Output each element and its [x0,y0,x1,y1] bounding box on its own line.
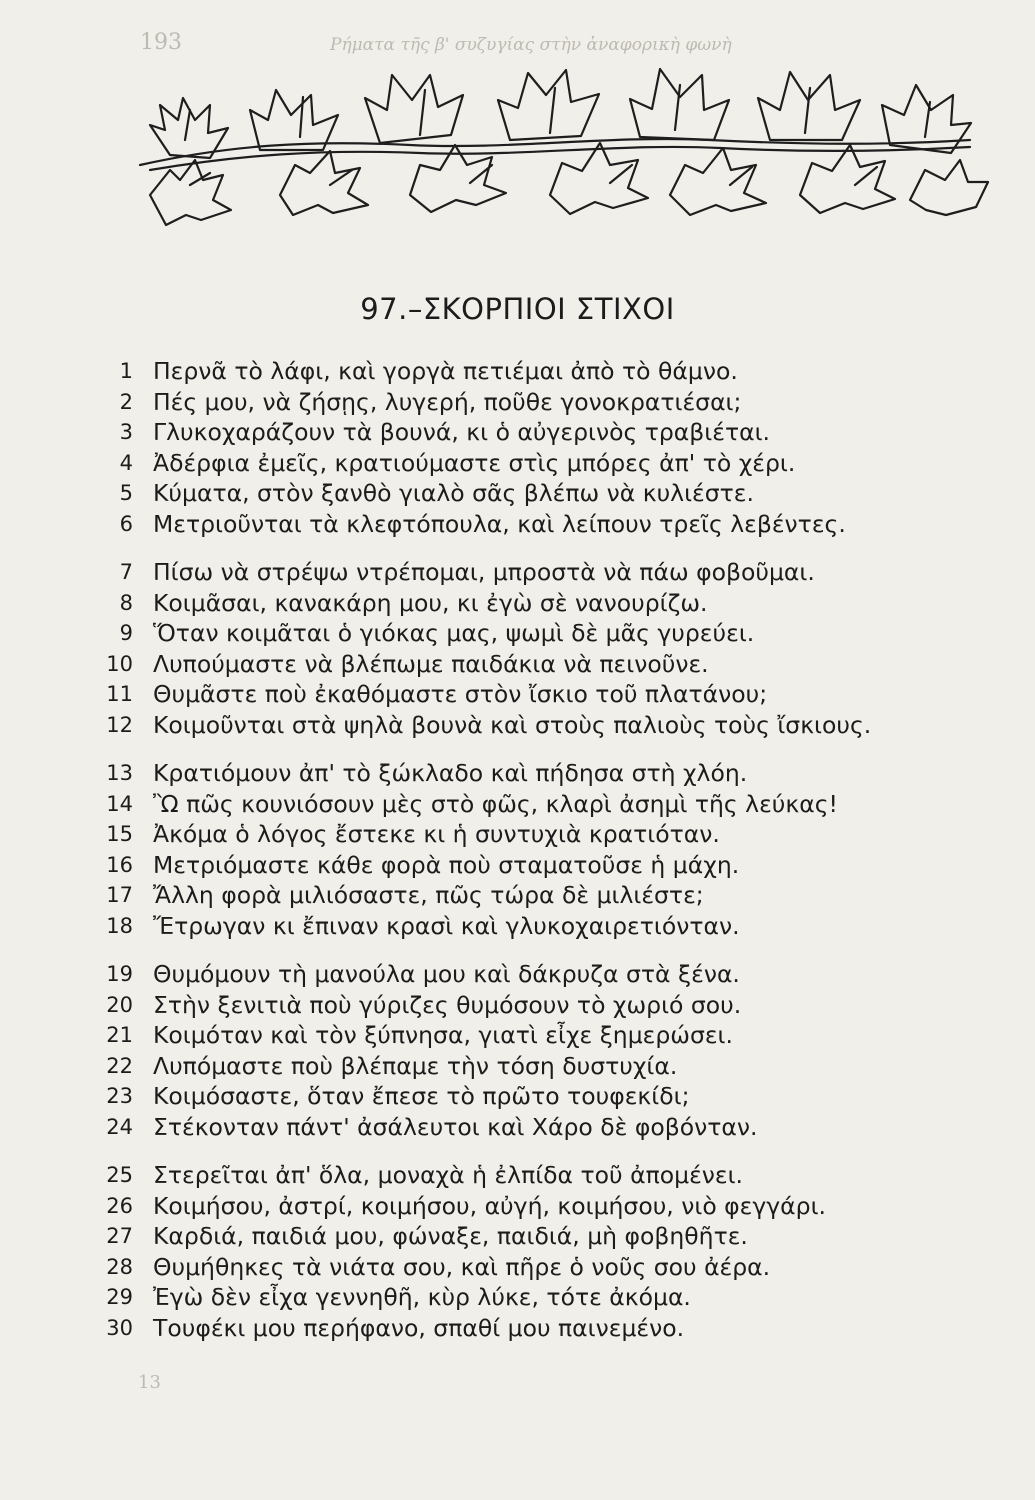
verse-line [95,990,995,1021]
verse-text: Κοιμᾶσαι, κανακάρη μου, κι ἐγὼ σὲ νανουρίζω. [153,588,708,617]
verse-text: Κύματα, στὸν ξανθὸ γιαλὸ σᾶς βλέπω νὰ κυλιέστε. [153,479,754,508]
verse-group [95,1160,995,1343]
verse-text: Ἀκόμα ὁ λόγος ἔστεκε κι ἡ συντυχιὰ κρατιόταν. [153,820,720,849]
verse-line [95,789,995,820]
line-number: 16 [106,852,133,877]
verse-group [95,557,995,740]
line-number: 21 [106,1023,133,1048]
line-number: 13 [106,761,133,786]
line-number: 1 [119,359,133,384]
verse-line [95,509,995,540]
line-number: 28 [106,1254,133,1279]
verse-line [95,850,995,881]
verse-line [95,1051,995,1082]
verse-line [95,758,995,789]
line-number: 11 [106,682,133,707]
verse-text: Κοιμόταν καὶ τὸν ξύπνησα, γιατὶ εἶχε ξημερώσει. [153,1021,733,1050]
verse-text: Γλυκοχαράζουν τὰ βουνά, κι ὁ αὐγερινὸς τραβιέται. [153,418,771,447]
verse-line [95,959,995,990]
verse-line [95,710,995,741]
line-number: 30 [106,1315,133,1340]
verse-text: Λυπόμαστε ποὺ βλέπαμε τὴν τόση δυστυχία. [153,1051,678,1080]
verse-text: Μετριόμαστε κάθε φορὰ ποὺ σταματοῦσε ἡ μάχη. [153,850,740,879]
verse-text: Κοιμόσαστε, ὅταν ἔπεσε τὸ πρῶτο τουφεκίδι; [153,1082,690,1111]
bleed-through-page-number: 193 [140,30,182,55]
line-number: 7 [119,560,133,585]
verse-text: Πίσω νὰ στρέψω ντρέπομαι, μπροστὰ νὰ πάω φοβοῦμαι. [153,558,815,587]
verse-line [95,1282,995,1313]
verse-text: Ἄλλη φορὰ μιλιόσαστε, πῶς τώρα δὲ μιλιέστε; [153,881,704,910]
poem-title: 97.–ΣΚΟΡΠΙΟΙ ΣΤΙΧΟΙ [360,292,675,326]
verse-line [95,1221,995,1252]
verse-text: Περνᾶ τὸ λάφι, καὶ γοργὰ πετιέμαι ἀπὸ τὸ θάμνο. [153,357,738,386]
verse-text: Λυπούμαστε νὰ βλέπωμε παιδάκια νὰ πεινοῦνε. [153,649,709,678]
verse-text: Πές μου, νὰ ζήσῃς, λυγερή, ποῦθε γονοκρατιέσαι; [153,387,742,416]
line-number: 22 [106,1053,133,1078]
verse-line [95,649,995,680]
line-number: 8 [119,590,133,615]
verse-line [95,557,995,588]
verse-line [95,1191,995,1222]
verse-line [95,588,995,619]
verse-line [95,417,995,448]
verse-text: Ἐγὼ δὲν εἶχα γεννηθῆ, κὺρ λύκε, τότε ἀκόμα. [153,1283,691,1312]
verse-list [95,356,995,1361]
verse-text: Ὢ πῶς κουνιόσουν μὲς στὸ φῶς, κλαρὶ ἀσημὶ τῆς λεύκας! [153,789,838,818]
bleed-through-footer-number: 13 [138,1372,161,1393]
verse-line [95,1112,995,1143]
verse-line [95,819,995,850]
line-number: 18 [106,913,133,938]
verse-text: Κοιμοῦνται στὰ ψηλὰ βουνὰ καὶ στοὺς παλιοὺς τοὺς ἴσκιους. [153,710,872,739]
line-number: 6 [119,511,133,536]
verse-text: Ἀδέρφια ἐμεῖς, κρατιούμαστε στὶς μπόρες ἀπ' τὸ χέρι. [153,448,796,477]
verse-text: Καρδιά, παιδιά μου, φώναξε, παιδιά, μὴ φοβηθῆτε. [153,1222,748,1251]
verse-line [95,679,995,710]
line-number: 3 [119,420,133,445]
verse-line [95,618,995,649]
verse-text: Στερεῖται ἀπ' ὅλα, μοναχὰ ἡ ἐλπίδα τοῦ ἀπομένει. [153,1161,744,1190]
verse-line [95,478,995,509]
line-number: 4 [119,450,133,475]
line-number: 5 [119,481,133,506]
verse-group [95,959,995,1142]
verse-line [95,1313,995,1344]
verse-group [95,356,995,539]
line-number: 15 [106,822,133,847]
line-number: 2 [119,389,133,414]
line-number: 23 [106,1084,133,1109]
line-number: 26 [106,1193,133,1218]
line-number: 20 [106,992,133,1017]
line-number: 25 [106,1163,133,1188]
verse-group [95,758,995,941]
line-number: 14 [106,791,133,816]
verse-line [95,387,995,418]
verse-line [95,1020,995,1051]
line-number: 19 [106,962,133,987]
line-number: 24 [106,1114,133,1139]
verse-text: Θυμόμουν τὴ μανούλα μου καὶ δάκρυζα στὰ ξένα. [153,960,740,989]
line-number: 12 [106,712,133,737]
verse-text: Ὅταν κοιμᾶται ὁ γιόκας μας, ψωμὶ δὲ μᾶς γυρεύει. [153,619,755,648]
bleed-through-header: Ρήματα τῆς β' συζυγίας στὴν ἀναφορικὴ φωνὴ [330,35,732,55]
verse-text: Στὴν ξενιτιὰ ποὺ γύριζες θυμόσουν τὸ χωριό σου. [153,990,742,1019]
verse-line [95,356,995,387]
verse-text: Θυμήθηκες τὰ νιάτα σου, καὶ πῆρε ὁ νοῦς σου ἀέρα. [153,1252,771,1281]
verse-line [95,880,995,911]
verse-text: Θυμᾶστε ποὺ ἐκαθόμαστε στὸν ἴσκιο τοῦ πλατάνου; [153,680,768,709]
verse-text: Κρατιόμουν ἀπ' τὸ ξώκλαδο καὶ πήδησα στὴ χλόη. [153,759,748,788]
verse-line [95,448,995,479]
line-number: 10 [106,651,133,676]
line-number: 29 [106,1285,133,1310]
verse-text: Μετριοῦνται τὰ κλεφτόπουλα, καὶ λείπουν τρεῖς λεβέντες. [153,509,846,538]
line-number: 9 [119,621,133,646]
verse-line [95,1160,995,1191]
line-number: 17 [106,883,133,908]
verse-text: Ἔτρωγαν κι ἔπιναν κρασὶ καὶ γλυκοχαιρετιόνταν. [153,911,740,940]
verse-text: Κοιμήσου, ἀστρί, κοιμήσου, αὐγή, κοιμήσου, νιὸ φεγγάρι. [153,1191,827,1220]
verse-text: Στέκονταν πάντ' ἀσάλευτοι καὶ Χάρο δὲ φοβόνταν. [153,1112,758,1141]
verse-line [95,911,995,942]
verse-text: Τουφέκι μου περήφανο, σπαθί μου παινεμένο. [153,1313,685,1342]
leaf-ornament-icon [110,45,990,235]
line-number: 27 [106,1224,133,1249]
verse-line [95,1252,995,1283]
verse-line [95,1081,995,1112]
